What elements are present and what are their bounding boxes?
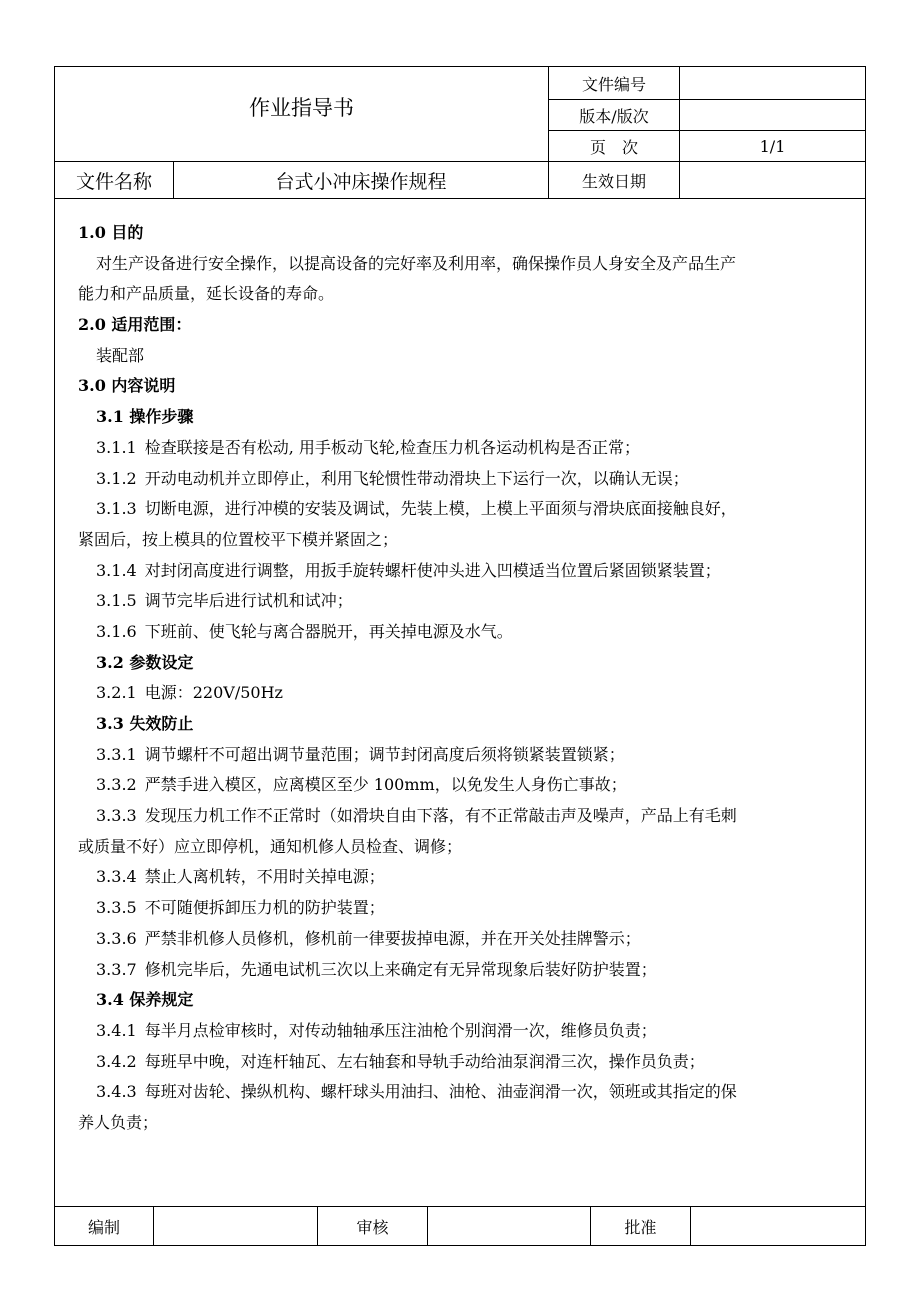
item-text: 切断电源，进行冲模的安装及调试，先装上模，上模上平面须与滑块底面接触良好， bbox=[144, 499, 737, 519]
list-item bbox=[78, 464, 848, 495]
list-item bbox=[78, 924, 848, 955]
item-text: 修机完毕后，先通电试机三次以上来确定有无异常现象后装好防护装置； bbox=[144, 959, 657, 979]
item-number: 3.3.1 bbox=[96, 744, 137, 764]
item-number: 3.1.3 bbox=[96, 499, 137, 519]
effective-date-value bbox=[680, 162, 865, 198]
item-text: 电源：220V/50Hz bbox=[144, 683, 283, 703]
item-number: 3.3.4 bbox=[96, 867, 137, 887]
item-number: 3.1.4 bbox=[96, 560, 137, 580]
list-item bbox=[78, 801, 848, 832]
list-item bbox=[78, 1077, 848, 1108]
item-text: 每半月点检审核时，对传动轴轴承压注油枪个别润滑一次，维修员负责； bbox=[144, 1020, 657, 1040]
item-number: 3.1.5 bbox=[96, 591, 137, 611]
reviewed-by-label: 审核 bbox=[356, 1217, 389, 1237]
item-text: 严禁非机修人员修机，修机前一律要拔掉电源，并在开关处挂牌警示； bbox=[144, 928, 641, 948]
subsection-heading: 3.2 参数设定 bbox=[96, 652, 194, 672]
paragraph-line: 装配部 bbox=[96, 345, 145, 365]
list-item bbox=[78, 1016, 848, 1047]
prepared-by-label: 编制 bbox=[87, 1217, 120, 1237]
file-number-value bbox=[680, 67, 865, 99]
paragraph-line: 能力和产品质量，延长设备的寿命。 bbox=[78, 284, 335, 304]
item-text: 调节完毕后进行试机和试冲； bbox=[144, 591, 353, 611]
item-text: 对封闭高度进行调整，用扳手旋转螺杆使冲头进入凹模适当位置后紧固锁紧装置； bbox=[144, 560, 721, 580]
prepared-by-value bbox=[154, 1207, 317, 1245]
file-name-label: 文件名称 bbox=[75, 170, 152, 193]
footer-bottom-border bbox=[54, 1245, 866, 1246]
header-bottom-border bbox=[54, 198, 866, 199]
item-number: 3.4.3 bbox=[96, 1082, 137, 1102]
item-text: 不可随便拆卸压力机的防护装置； bbox=[144, 898, 385, 918]
item-text: 每班对齿轮、操纵机构、螺杆球头用油扫、油枪、油壶润滑一次，领班或其指定的保 bbox=[144, 1082, 737, 1102]
item-text: 开动电动机并立即停止，利用飞轮惯性带动滑块上下运行一次，以确认无误； bbox=[144, 468, 689, 488]
section-heading: 2.0 适用范围： bbox=[78, 315, 192, 335]
list-item-continuation: 或质量不好）应立即停机，通知机修人员检查、调修； bbox=[78, 836, 463, 856]
page-left-border bbox=[54, 66, 55, 1246]
item-number: 3.3.7 bbox=[96, 959, 137, 979]
item-text: 检查联接是否有松动, 用手板动飞轮,检查压力机各运动机构是否正常； bbox=[144, 437, 640, 457]
version-label: 版本/版次 bbox=[579, 106, 649, 126]
item-number: 3.2.1 bbox=[96, 683, 137, 703]
approved-by-label: 批准 bbox=[624, 1217, 657, 1237]
item-number: 3.1.2 bbox=[96, 468, 137, 488]
page-right-border bbox=[865, 66, 866, 1246]
paragraph-line: 对生产设备进行安全操作，以提高设备的完好率及利用率，确保操作员人身安全及产品生产 bbox=[96, 253, 737, 273]
reviewed-by-value bbox=[428, 1207, 590, 1245]
procedure-body bbox=[78, 218, 848, 1139]
list-item bbox=[78, 678, 848, 709]
item-text: 发现压力机工作不正常时（如滑块自由下落，有不正常敲击声及噪声，产品上有毛刺 bbox=[144, 806, 737, 826]
item-number: 3.4.1 bbox=[96, 1020, 137, 1040]
item-text: 严禁手进入模区，应离模区至少 100mm，以免发生人身伤亡事故； bbox=[144, 775, 627, 795]
list-item-continuation: 紧固后，按上模具的位置校平下模并紧固之； bbox=[78, 529, 399, 549]
list-item bbox=[78, 893, 848, 924]
item-text: 禁止人离机转，不用时关掉电源； bbox=[144, 867, 385, 887]
list-item bbox=[78, 862, 848, 893]
approved-by-value bbox=[691, 1207, 865, 1245]
list-item bbox=[78, 433, 848, 464]
item-number: 3.4.2 bbox=[96, 1051, 137, 1071]
document-title: 作业指导书 bbox=[249, 96, 354, 120]
file-name-value: 台式小冲床操作规程 bbox=[275, 170, 447, 193]
file-number-label: 文件编号 bbox=[581, 74, 646, 94]
list-item bbox=[78, 556, 848, 587]
subsection-heading: 3.1 操作步骤 bbox=[96, 407, 194, 427]
version-value bbox=[680, 100, 865, 130]
item-number: 3.1.1 bbox=[96, 437, 137, 457]
item-number: 3.3.5 bbox=[96, 898, 137, 918]
list-item bbox=[78, 770, 848, 801]
section-heading: 3.0 内容说明 bbox=[78, 376, 176, 396]
item-text: 每班早中晚，对连杆轴瓦、左右轴套和导轨手动给油泵润滑三次，操作员负责； bbox=[144, 1051, 705, 1071]
section-heading: 1.0 目的 bbox=[78, 223, 144, 242]
page-number: 1/1 bbox=[759, 136, 786, 156]
list-item-continuation: 养人负责； bbox=[78, 1112, 159, 1132]
item-text: 调节螺杆不可超出调节量范围；调节封闭高度后须将锁紧装置锁紧； bbox=[144, 744, 625, 764]
item-number: 3.1.6 bbox=[96, 621, 137, 641]
list-item bbox=[78, 1047, 848, 1078]
list-item bbox=[78, 617, 848, 648]
item-number: 3.3.2 bbox=[96, 775, 137, 795]
list-item bbox=[78, 955, 848, 986]
list-item bbox=[78, 494, 848, 525]
page-label: 页 次 bbox=[589, 137, 638, 157]
subsection-heading: 3.4 保养规定 bbox=[96, 990, 194, 1010]
item-number: 3.3.6 bbox=[96, 928, 137, 948]
effective-date-label: 生效日期 bbox=[581, 171, 646, 191]
list-item bbox=[78, 740, 848, 771]
item-number: 3.3.3 bbox=[96, 806, 137, 826]
list-item bbox=[78, 586, 848, 617]
item-text: 下班前、使飞轮与离合器脱开，再关掉电源及水气。 bbox=[144, 621, 513, 641]
subsection-heading: 3.3 失效防止 bbox=[96, 714, 194, 733]
